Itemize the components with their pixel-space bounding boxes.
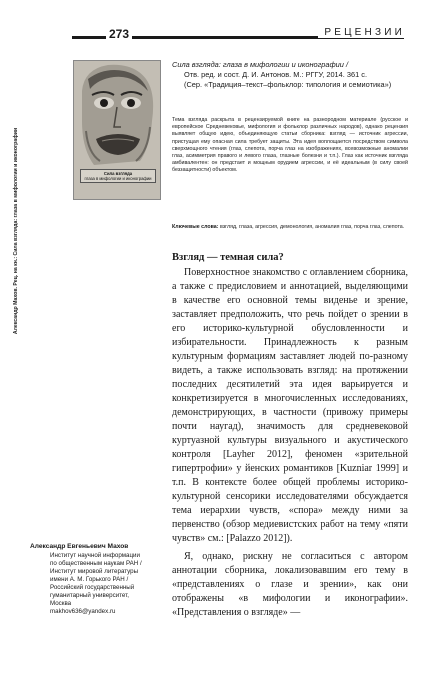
- author-affiliation-line: Институт научной информации: [50, 552, 140, 559]
- article-body: [172, 266, 408, 620]
- author-affiliation-line: Институт мировой литературы: [50, 568, 139, 575]
- author-name: Александр Евгеньевич Махов: [30, 543, 129, 550]
- keywords: [172, 224, 408, 231]
- abstract: Тема взгляда раскрыта в рецензируемой книге на разнородном материале (русское и европейское Средневековье, мифология и фольклор различных народов), однако рецензия выявляет общую идею, объединяющую статьи сборника: взгляд — источник агрессии, пристущая ему опасная сила требует защиты. Эта идея воплощается посредством символа сверхмощного чтения (глаз, слепота, порча глаз на изображениях, всевозможные аномалии глаз, асимметрия правого и левого глаза, глазные болезни и т.п.). Глаз как источник взгляда амбивалентен: он предстает и мощным орудием агрессии, и её идеальным (в силу своей беззащитности) объектом.: [172, 117, 408, 174]
- author-affiliation-line: Москва: [50, 600, 72, 607]
- page-number: 273: [106, 27, 132, 41]
- section-title: РЕЦЕНЗИИ: [318, 27, 405, 38]
- running-head-text: Александр Махов. Рец. на кн.: Сила взгляда: глаза в мифологии и иконографии: [13, 127, 19, 334]
- author-email: makhov636@yandex.ru: [50, 608, 116, 615]
- keywords-text: взгляд, глаза, агрессия, демонология, аномалия глаз, порча глаз, слепота.: [220, 224, 405, 230]
- cover-title-plate: [80, 169, 156, 183]
- author-affiliation-line: имени А. М. Горького РАН /: [50, 576, 129, 583]
- book-title: Сила взгляда: глаза в мифологии и иконографии /: [172, 60, 348, 69]
- author-affiliation-line: гуманитарный университет,: [50, 592, 130, 599]
- article-paragraph: Я, однако, рискну не согласиться с автором аннотации сборника, локализовавшим его тему в «представлениях о глазе и зрении», как они отображены «в мифологии и иконографии». «Представления о взгляде» —: [172, 551, 408, 618]
- author-block: [30, 543, 168, 616]
- book-series: (Сер. «Традиция–текст–фольклор: типология и семиотика»): [184, 80, 392, 89]
- cover-title-line1: Сила взгляда: [103, 171, 133, 176]
- cover-title-line2: глаза в мифологии и иконографии: [84, 176, 152, 181]
- book-publication: Отв. ред. и сост. Д. И. Антонов. М.: РГГУ, 2014. 361 с.: [184, 70, 368, 79]
- author-affiliation-line: по общественным наукам РАН /: [50, 560, 142, 567]
- keywords-label: Ключевые слова:: [172, 224, 219, 230]
- bibliographic-entry: [172, 60, 408, 90]
- article-heading: Взгляд — темная сила?: [172, 252, 284, 263]
- book-cover-image: [73, 60, 161, 200]
- article-paragraph: Поверхностное знакомство с оглавлением сборника, а также с предисловием и аннотацией, выделяющими в качестве его основной темы виденье и зрение, заставляет предположить, что речь пойдет о зрении в его историко-культурной обусловленности и избирательности. Принадлежность к разным культурным формациям заставляет людей по-разному видеть, а также использовать взгляд: на протяжении последних десятилетий эта идея варьируется и конкретизируется в многочисленных исследованиях, демонстрирующих, в частности (привожу примеры почти наугад), значимость для средневековой куртуазной культуры визуального и акустического контроля [Layher 2012], феномен «зрительной гипертрофии» у йенских романтиков [Kuzniar 1999] и т.п. В контексте более общей проблемы историко-культурной сенсорики исследователями обсуждается тема иерархии чувств, «спора» между ними за первенство (обзор медиевистских работ на тему «пяти чувств» см.: [Palazzo 2012]).: [172, 267, 408, 544]
- author-affiliation-line: Российский государственный: [50, 584, 135, 591]
- running-head: [8, 58, 24, 403]
